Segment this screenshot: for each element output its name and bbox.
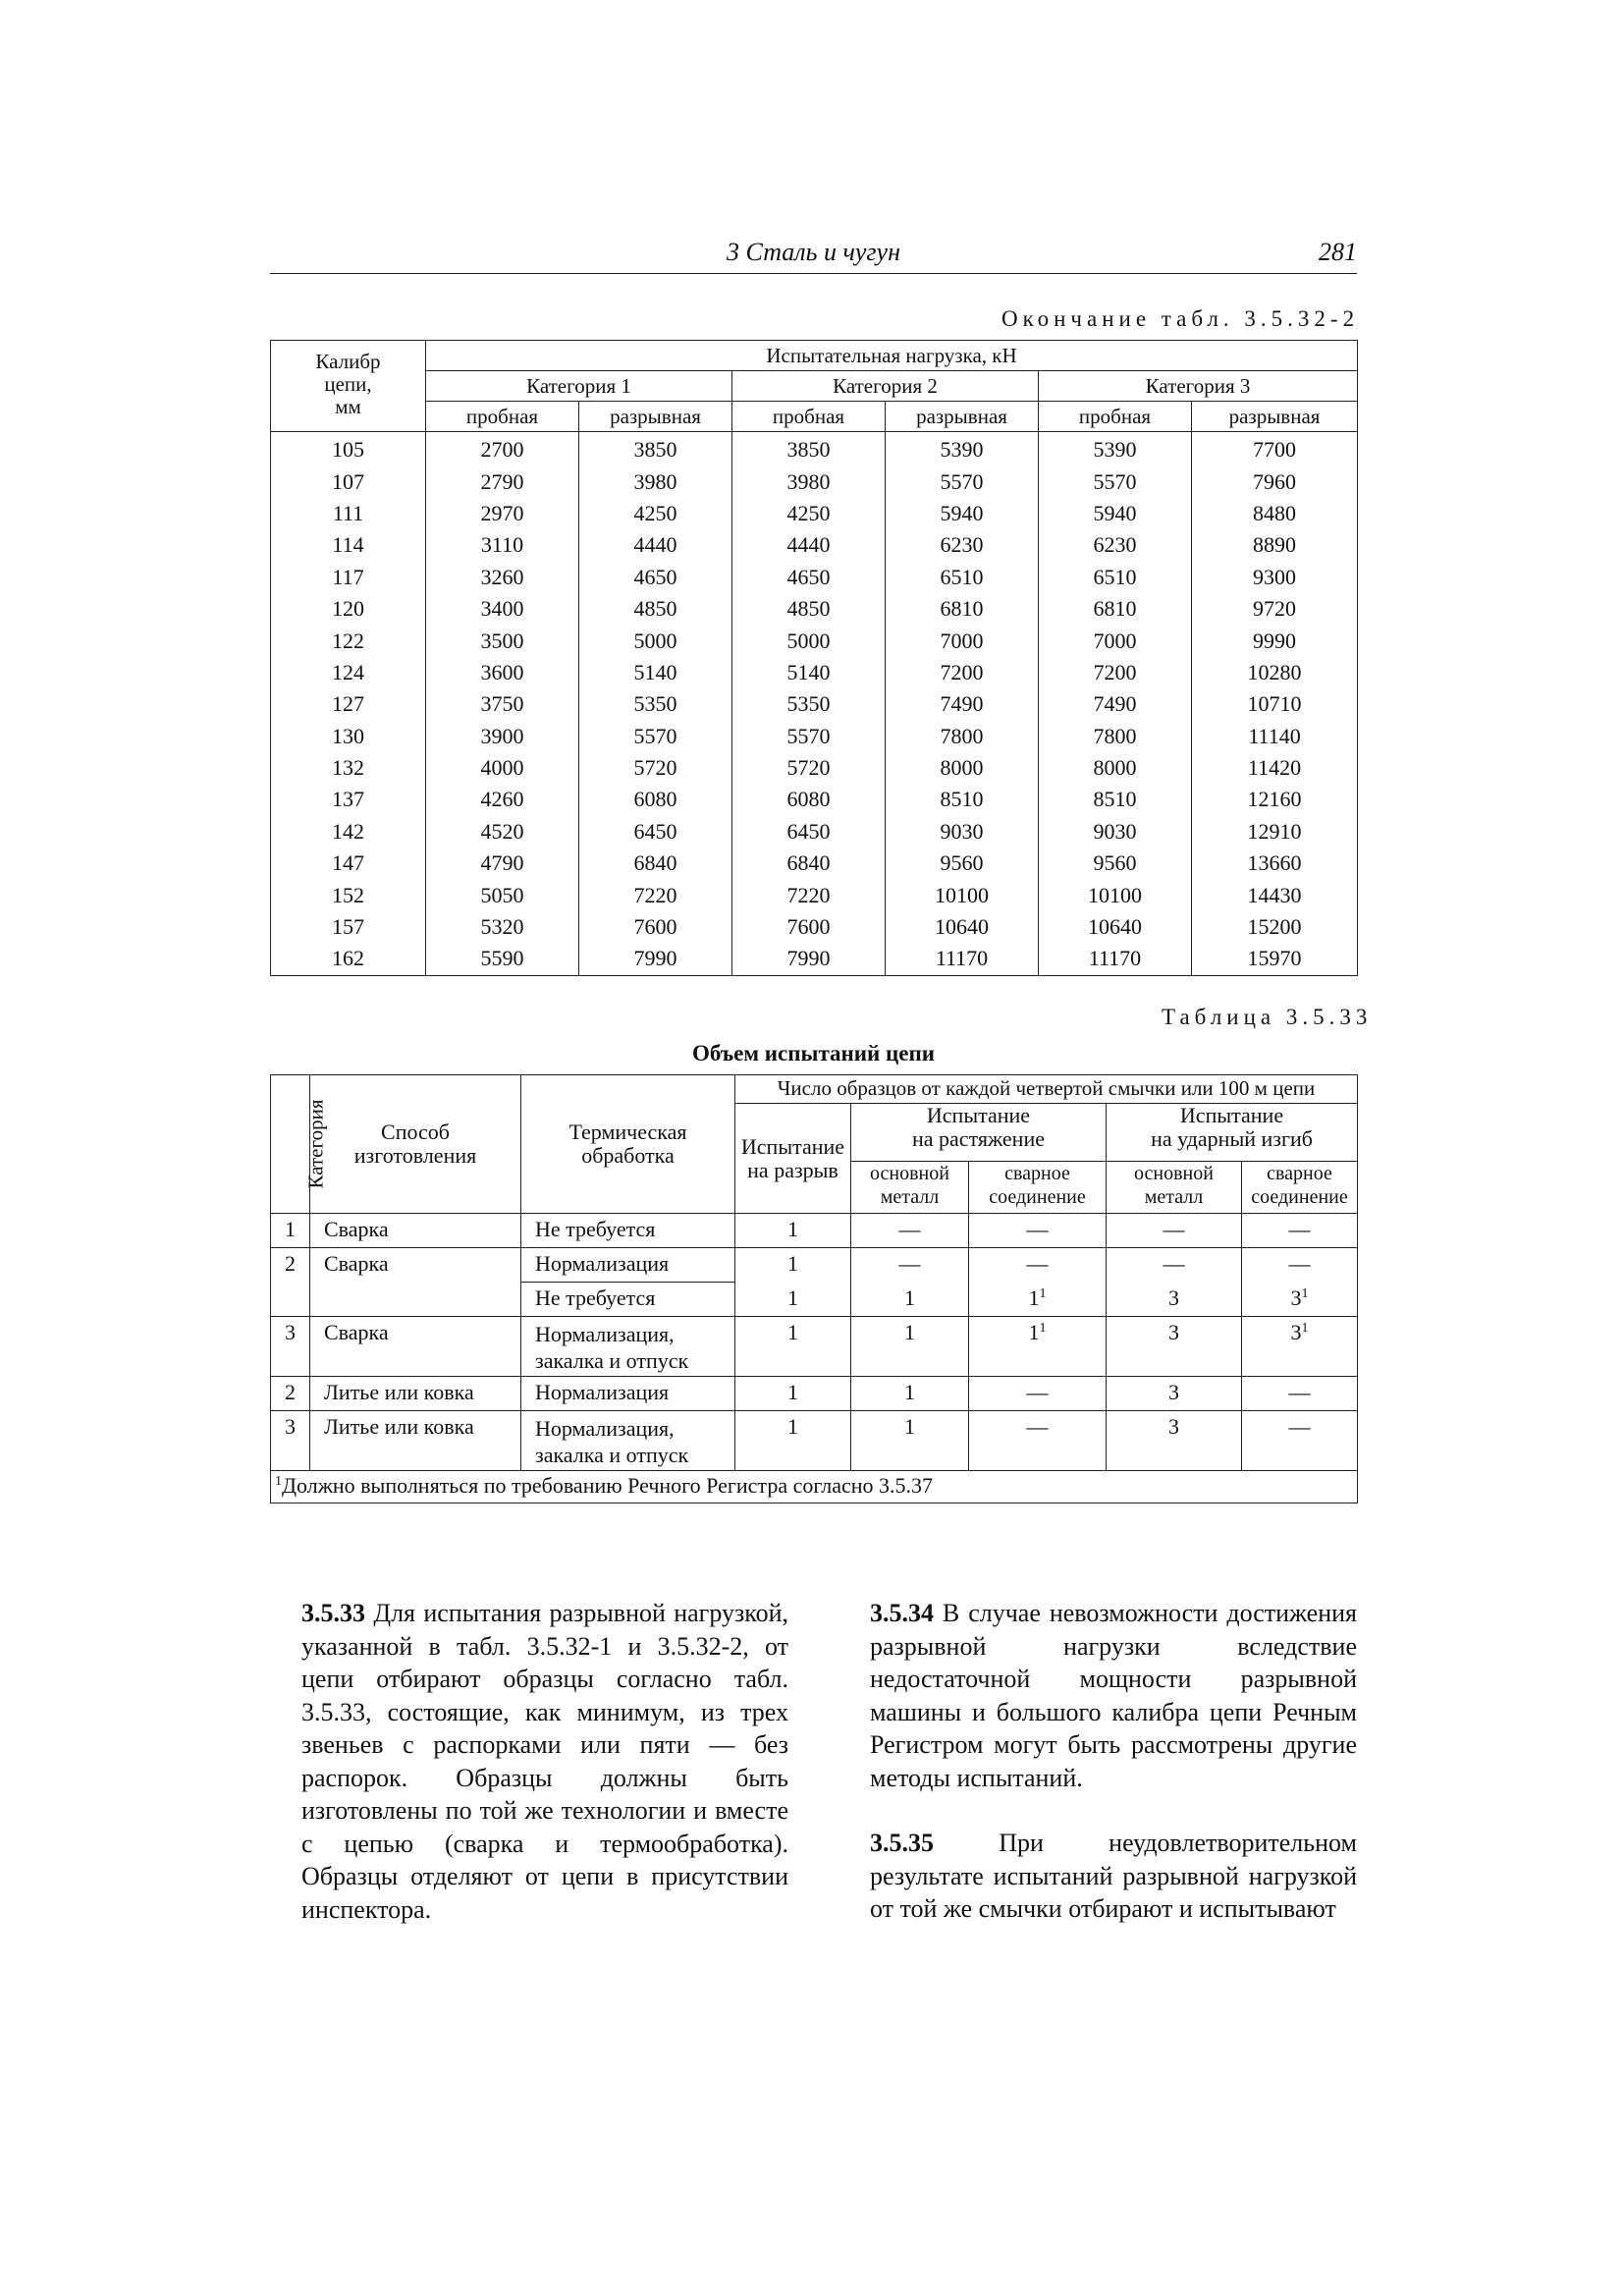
- load-cell: 3600: [426, 657, 579, 688]
- load-cell: 5570: [732, 721, 886, 752]
- table-footnote-row: $^1$Должно выполняться по требованию Речного Регистра согласно 3.5.37: [271, 1471, 1358, 1503]
- table-row: [271, 879, 1358, 910]
- load-cell: 5350: [579, 688, 732, 720]
- impact-test-header: Испытание на ударный изгиб: [1107, 1104, 1358, 1162]
- break-header: разрывная: [886, 402, 1039, 432]
- table-row: 3 Сварка Нормализация, закалка и отпуск 1 1 $1^1$ 3 $3^1$: [271, 1317, 1358, 1377]
- load-cell: 3500: [426, 625, 579, 656]
- load-cell: 8480: [1192, 498, 1358, 529]
- load-cell: 10640: [1039, 911, 1192, 943]
- load-cell: 6080: [579, 784, 732, 815]
- category-3-header: Категория 3: [1039, 371, 1358, 402]
- caliber-cell: 127: [271, 688, 426, 720]
- load-cell: 8890: [1192, 529, 1358, 561]
- load-cell: 5350: [732, 688, 886, 720]
- load-cell: 5140: [732, 657, 886, 688]
- caliber-cell: 162: [271, 943, 426, 975]
- load-cell: 7490: [1039, 688, 1192, 720]
- impact-base-metal-header: основной металл: [1107, 1162, 1242, 1214]
- load-cell: 3260: [426, 562, 579, 593]
- load-cell: 4440: [579, 529, 732, 561]
- table-row: [271, 784, 1358, 815]
- load-cell: 6510: [886, 562, 1039, 593]
- table2-caption: Таблица 3.5.33: [1162, 1005, 1373, 1029]
- caliber-cell: 132: [271, 752, 426, 784]
- load-cell: 12910: [1192, 816, 1358, 847]
- load-cell: 7490: [886, 688, 1039, 720]
- load-cell: 5720: [732, 752, 886, 784]
- load-cell: 10710: [1192, 688, 1358, 720]
- table-row: 3 Литье или ковка Нормализация, закалка и отпуск 1 1 — 3 —: [271, 1411, 1358, 1471]
- table-row: [271, 657, 1358, 688]
- load-cell: 3900: [426, 721, 579, 752]
- load-cell: 10280: [1192, 657, 1358, 688]
- load-cell: 6840: [732, 847, 886, 879]
- load-cell: 12160: [1192, 784, 1358, 815]
- load-cell: 3850: [579, 432, 732, 466]
- break-header: разрывная: [579, 402, 732, 432]
- page-number: 281: [1319, 238, 1357, 266]
- table-row: [271, 529, 1358, 561]
- table-row: [271, 688, 1358, 720]
- table-row: [271, 752, 1358, 784]
- load-cell: 7960: [1192, 465, 1358, 497]
- method-header: Способ изготовления: [310, 1075, 521, 1214]
- load-cell: 4790: [426, 847, 579, 879]
- load-cell: 5570: [886, 465, 1039, 497]
- load-cell: 15200: [1192, 911, 1358, 943]
- table-row: [271, 432, 1358, 466]
- caliber-cell: 122: [271, 625, 426, 656]
- caliber-cell: 147: [271, 847, 426, 879]
- load-cell: 6230: [886, 529, 1039, 561]
- load-cell: 11140: [1192, 721, 1358, 752]
- load-cell: 10640: [886, 911, 1039, 943]
- table-row: [271, 465, 1358, 497]
- caliber-cell: 120: [271, 593, 426, 625]
- caliber-cell: 117: [271, 562, 426, 593]
- chapter-title: 3 Сталь и чугун: [727, 238, 900, 266]
- table-row: [271, 816, 1358, 847]
- footnote-text: Должно выполняться по требованию Речного Регистра согласно 3.5.37: [282, 1473, 934, 1498]
- load-cell: 4850: [579, 593, 732, 625]
- heat-treatment-header: Термическая обработка: [521, 1075, 735, 1214]
- test-load-rows: [271, 432, 1358, 976]
- table-row: [271, 721, 1358, 752]
- tension-test-header: Испытание на растяжение: [851, 1104, 1107, 1162]
- load-cell: 7600: [579, 911, 732, 943]
- load-cell: 5590: [426, 943, 579, 975]
- caliber-cell: 137: [271, 784, 426, 815]
- load-cell: 4250: [732, 498, 886, 529]
- load-cell: 7220: [732, 879, 886, 910]
- load-cell: 2970: [426, 498, 579, 529]
- load-cell: 5570: [1039, 465, 1192, 497]
- load-cell: 7800: [886, 721, 1039, 752]
- load-cell: 11420: [1192, 752, 1358, 784]
- load-cell: 7600: [732, 911, 886, 943]
- load-cell: 7800: [1039, 721, 1192, 752]
- caliber-cell: 114: [271, 529, 426, 561]
- load-cell: 7000: [886, 625, 1039, 656]
- load-cell: 8510: [1039, 784, 1192, 815]
- load-cell: 4650: [732, 562, 886, 593]
- load-cell: 5000: [579, 625, 732, 656]
- running-head: [270, 236, 1357, 274]
- load-cell: 11170: [886, 943, 1039, 975]
- load-cell: 4440: [732, 529, 886, 561]
- load-cell: 4000: [426, 752, 579, 784]
- load-cell: 4260: [426, 784, 579, 815]
- load-cell: 5050: [426, 879, 579, 910]
- test-scope-table: [270, 1074, 1358, 1503]
- load-cell: 6510: [1039, 562, 1192, 593]
- table-row: [271, 562, 1358, 593]
- load-cell: 6450: [579, 816, 732, 847]
- load-cell: 7220: [579, 879, 732, 910]
- load-cell: 6230: [1039, 529, 1192, 561]
- load-cell: 3980: [579, 465, 732, 497]
- load-cell: 6810: [1039, 593, 1192, 625]
- load-cell: 8510: [886, 784, 1039, 815]
- load-cell: 6810: [886, 593, 1039, 625]
- load-cell: 5570: [579, 721, 732, 752]
- load-cell: 9030: [1039, 816, 1192, 847]
- load-cell: 3110: [426, 529, 579, 561]
- load-cell: 9300: [1192, 562, 1358, 593]
- caliber-cell: 105: [271, 432, 426, 466]
- load-cell: 5140: [579, 657, 732, 688]
- load-cell: 5940: [1039, 498, 1192, 529]
- category-2-header: Категория 2: [732, 371, 1039, 402]
- break-header: разрывная: [1192, 402, 1358, 432]
- table-row: [271, 943, 1358, 975]
- load-cell: 5940: [886, 498, 1039, 529]
- test-load-header: Испытательная нагрузка, кН: [426, 341, 1358, 371]
- table-row: [271, 498, 1358, 529]
- paragraph-3-5-34: 3.5.34 В случае невозможности достижения разрывной нагрузки вследствие недостаточной мощности разрывной машины и большого калибра цепи Речным Регистром могут быть рассмотрены другие методы испытаний.: [870, 1599, 1357, 1792]
- table2-title: Объем испытаний цепи: [691, 1041, 936, 1066]
- table-row: 1 Сварка Не требуется 1 — — — —: [271, 1214, 1358, 1248]
- category-1-header: Категория 1: [426, 371, 732, 402]
- load-cell: 5000: [732, 625, 886, 656]
- caliber-cell: 124: [271, 657, 426, 688]
- break-test-header: Испытание на разрыв: [735, 1104, 851, 1214]
- load-cell: 13660: [1192, 847, 1358, 879]
- load-cell: 15970: [1192, 943, 1358, 975]
- table1-caption: Окончание табл. 3.5.32-2: [1001, 306, 1360, 331]
- paragraph-3-5-33: 3.5.33 Для испытания разрывной нагрузкой, указанной в табл. 3.5.32-1 и 3.5.32-2, от цепи отбирают образцы согласно табл. 3.5.33, состоящие, как минимум, из трех звеньев с распорками или пяти — без распорок. Образцы должны быть изготовлены по той же технологии и вместе с цепью (сварка и термообработка). Образцы отделяют от цепи в присутствии инспектора.: [301, 1599, 788, 1924]
- caliber-cell: 130: [271, 721, 426, 752]
- load-cell: 11170: [1039, 943, 1192, 975]
- load-cell: 6840: [579, 847, 732, 879]
- caliber-cell: 142: [271, 816, 426, 847]
- load-cell: 9560: [1039, 847, 1192, 879]
- load-cell: 9720: [1192, 593, 1358, 625]
- load-cell: 2700: [426, 432, 579, 466]
- load-cell: 6450: [732, 816, 886, 847]
- tension-base-metal-header: основной металл: [851, 1162, 969, 1214]
- paragraph-3-5-35: 3.5.35 При неудовлетворительном результате испытаний разрывной нагрузкой от той же смычки отбирают и испытывают: [870, 1829, 1357, 1923]
- load-cell: 7990: [579, 943, 732, 975]
- load-cell: 9560: [886, 847, 1039, 879]
- load-cell: 4250: [579, 498, 732, 529]
- load-cell: 3980: [732, 465, 886, 497]
- load-cell: 6080: [732, 784, 886, 815]
- table-row: [271, 593, 1358, 625]
- table-row: 2 Литье или ковка Нормализация 1 1 — 3 —: [271, 1377, 1358, 1411]
- load-cell: 5390: [1039, 432, 1192, 466]
- load-cell: 4520: [426, 816, 579, 847]
- load-cell: 9030: [886, 816, 1039, 847]
- load-cell: 4850: [732, 593, 886, 625]
- tension-weld-header: сварное соединение: [969, 1162, 1107, 1214]
- load-cell: 2790: [426, 465, 579, 497]
- load-cell: 8000: [1039, 752, 1192, 784]
- caliber-cell: 107: [271, 465, 426, 497]
- table-row: Не требуется 1 1 $1^1$ 3 $3^1$: [271, 1283, 1358, 1317]
- load-cell: 8000: [886, 752, 1039, 784]
- load-cell: 7200: [1039, 657, 1192, 688]
- load-cell: 7700: [1192, 432, 1358, 466]
- load-cell: 5390: [886, 432, 1039, 466]
- load-cell: 10100: [886, 879, 1039, 910]
- caliber-cell: 152: [271, 879, 426, 910]
- table-row: [271, 625, 1358, 656]
- load-cell: 5720: [579, 752, 732, 784]
- text-column-left: [270, 1597, 788, 1926]
- impact-weld-header: сварное соединение: [1242, 1162, 1358, 1214]
- load-cell: 7200: [886, 657, 1039, 688]
- load-cell: 14430: [1192, 879, 1358, 910]
- caliber-header: Калибр цепи, мм: [271, 341, 426, 432]
- load-cell: 10100: [1039, 879, 1192, 910]
- load-cell: 5320: [426, 911, 579, 943]
- load-cell: 7000: [1039, 625, 1192, 656]
- table-row: 2 Сварка Нормализация 1 — — — —: [271, 1248, 1358, 1283]
- category-header: Категория: [271, 1075, 310, 1214]
- load-cell: 7990: [732, 943, 886, 975]
- load-cell: 4650: [579, 562, 732, 593]
- load-cell: 3750: [426, 688, 579, 720]
- text-column-right: [839, 1597, 1357, 1926]
- caliber-cell: 157: [271, 911, 426, 943]
- proof-header: пробная: [732, 402, 886, 432]
- caliber-cell: 111: [271, 498, 426, 529]
- load-cell: 9990: [1192, 625, 1358, 656]
- table-row: [271, 911, 1358, 943]
- load-cell: 3400: [426, 593, 579, 625]
- load-cell: 3850: [732, 432, 886, 466]
- test-load-table: [270, 340, 1358, 976]
- table-row: [271, 847, 1358, 879]
- proof-header: пробная: [426, 402, 579, 432]
- proof-header: пробная: [1039, 402, 1192, 432]
- samples-header: Число образцов от каждой четвертой смычки или 100 м цепи: [735, 1075, 1358, 1104]
